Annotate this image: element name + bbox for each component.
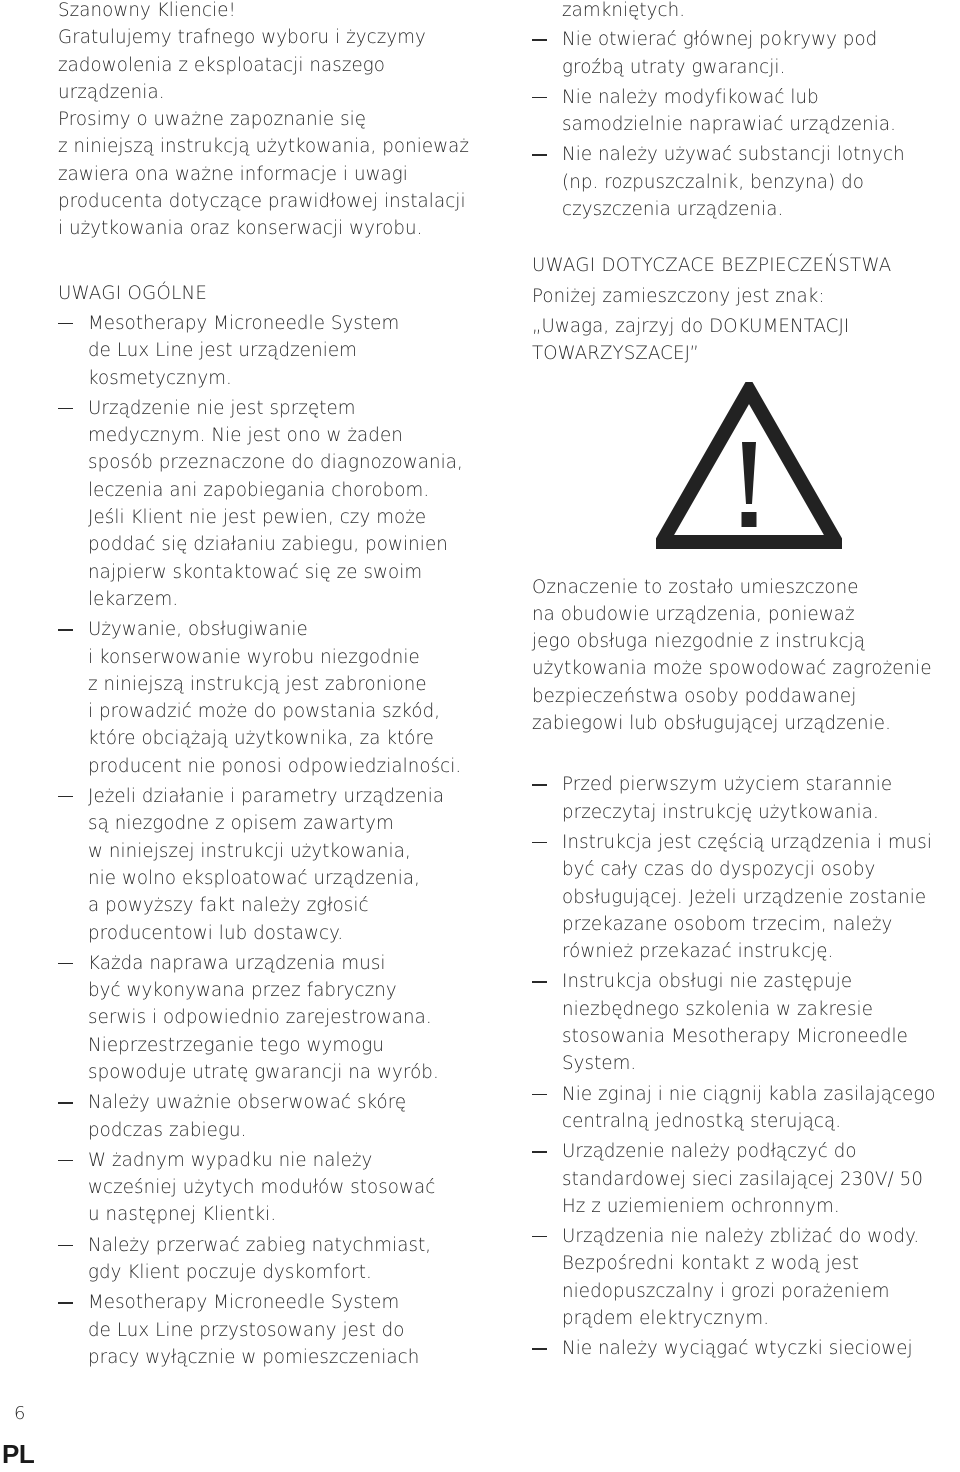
instructions-request-paragraph: Prosimy o uważne zapoznanie się z niniejszą instrukcją użytkowania, ponieważ zawiera ona ważne informacje i uwagi producenta dotyczące prawidłowej instalacji i użytkowania oraz konserwacji wyrobu.	[58, 109, 470, 240]
greeting: Szanowny Kliencie!	[58, 0, 236, 21]
list-item-text: Urządzenia nie należy zbliżać do wody. Bezpośredni kontakt z wodą jest niedopuszczalny i grozi porażeniem prądem elektrycznym.	[562, 1226, 920, 1329]
list-item-text: Nie należy modyfikować lub samodzielnie naprawiać urządzenia.	[562, 86, 896, 136]
list-item	[58, 1147, 498, 1229]
list-item	[532, 26, 960, 81]
sign-intro-text: Poniżej zamieszczony jest znak:	[532, 285, 825, 307]
list-item	[532, 829, 960, 965]
general-notes-list	[58, 310, 498, 1371]
list-item-text: Urządzenie należy podłączyć do standardowej sieci zasilającej 230V/ 50 Hz z uziemieniem ochronnym.	[562, 1141, 923, 1217]
continuation-text: zamkniętych.	[562, 0, 686, 21]
right-column	[532, 0, 960, 1366]
list-item	[58, 1232, 498, 1287]
list-item	[58, 783, 498, 947]
list-item	[532, 141, 960, 223]
list-item-text: Nie należy używać substancji lotnych (np. rozpuszczalnik, benzyna) do czyszczenia urządzenia.	[562, 144, 905, 221]
safety-notes-heading: UWAGI DOTYCZACE BEZPIECZEŃSTWA	[532, 255, 892, 277]
marking-explanation-paragraph: Oznaczenie to zostało umieszczone na obudowie urządzenia, ponieważ jego obsługa niezgodnie z instrukcją użytkowania może spowodować zagrożenie bezpieczeństwa osoby poddawanej zabiegowi lub obsługującej urządzenie.	[532, 576, 932, 735]
list-item-text: Nie należy wyciągać wtyczki sieciowej	[562, 1338, 913, 1360]
list-item	[58, 950, 498, 1086]
list-item	[532, 1138, 960, 1220]
list-item-text: Instrukcja jest częścią urządzenia i musi być cały czas do dyspozycji osoby obsługującej. Jeżeli urządzenie zostanie przekazane osobom trzecim, należy również przekazać instrukcję.	[562, 831, 933, 963]
list-item-text: Instrukcja obsługi nie zastępuje niezbędnego szkolenia w zakresie stosowania Mesotherapy Microneedle System.	[562, 971, 908, 1075]
safety-list	[532, 771, 960, 1362]
left-column	[58, 0, 498, 1374]
list-item	[58, 1089, 498, 1144]
list-item-text: Należy uważnie obserwować skórę podczas zabiegu.	[88, 1092, 407, 1141]
congratulations-paragraph: Gratulujemy trafnego wyboru i życzymy zadowolenia z eksploatacji naszego urządzenia.	[58, 27, 426, 103]
list-item	[58, 395, 498, 613]
language-code: PL	[2, 1439, 35, 1469]
list-item	[58, 1289, 498, 1371]
warning-triangle-icon	[656, 382, 842, 550]
list-item	[532, 771, 960, 826]
list-item-text: Jeżeli działanie i parametry urządzenia są niezgodne z opisem zawartym w niniejszej instrukcji użytkowania, nie wolno eksploatować urządzenia, a powyższy fakt należy zgłosić producentowi lub dostawcy.	[88, 786, 445, 944]
list-item	[532, 1081, 960, 1136]
list-item-text: W żadnym wypadku nie należy wcześniej użytych modułów stosować u następnej Klientki.	[88, 1149, 436, 1226]
list-item-text: Urządzenie nie jest sprzętem medycznym. Nie jest ono w żaden sposób przeznaczone do diagnozowania, leczenia ani zapobiegania chorobom. Jeśli Klient nie jest pewien, czy może poddać się działaniu zabiegu, powinien najpierw skontaktować się ze swoim lekarzem.	[88, 397, 463, 610]
list-item	[532, 1335, 960, 1362]
list-item	[58, 310, 498, 392]
general-notes-heading: UWAGI OGÓLNE	[58, 282, 208, 304]
list-item	[532, 1223, 960, 1332]
list-item-text: Mesotherapy Microneedle System de Lux Line przystosowany jest do pracy wyłącznie w pomieszczeniach	[88, 1292, 420, 1368]
list-item-text: Przed pierwszym użyciem starannie przeczytaj instrukcję użytkowania.	[562, 774, 893, 823]
list-item	[58, 616, 498, 780]
list-item-text: Należy przerwać zabieg natychmiast, gdy Klient poczuje dyskomfort.	[88, 1234, 432, 1284]
list-item-text: Każda naprawa urządzenia musi być wykonywana przez fabryczny serwis i odpowiednio zarejestrowana. Nieprzestrzeganie tego wymogu spowoduje utratę gwarancji na wyrób.	[88, 952, 439, 1083]
list-item	[532, 968, 960, 1077]
list-item-text: Nie otwierać głównej pokrywy pod groźbą utraty gwarancji.	[562, 29, 878, 78]
device-care-list	[532, 26, 960, 223]
sign-caption-text: „Uwaga, zajrzyj do DOKUMENTACJI TOWARZYSZACEJ”	[532, 315, 850, 365]
list-item-text: Używanie, obsługiwanie i konserwowanie wyrobu niezgodnie z niniejszą instrukcją jest zabronione i prowadzić może do powstania szkód, które obciążają użytkownika, za które producent nie ponosi odpowiedzialności.	[88, 619, 462, 777]
page-number: 6	[14, 1403, 26, 1424]
list-item-text: Mesotherapy Microneedle System de Lux Line jest urządzeniem kosmetycznym.	[88, 312, 400, 389]
list-item-text: Nie zginaj i nie ciągnij kabla zasilającego centralną jednostką sterującą.	[562, 1083, 936, 1132]
list-item	[532, 84, 960, 139]
